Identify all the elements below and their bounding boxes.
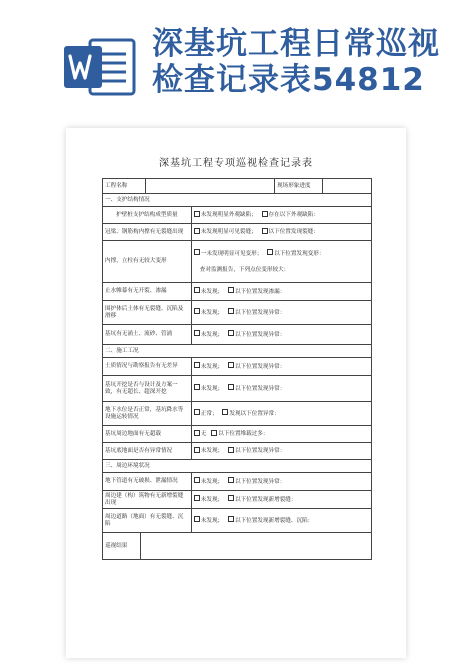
checkbox-option[interactable]: 无 xyxy=(194,431,207,437)
result-row xyxy=(103,533,372,560)
options-cell xyxy=(191,509,371,533)
preview-banner xyxy=(0,0,474,110)
inspection-form-table xyxy=(102,178,372,560)
options-cell xyxy=(191,224,371,241)
section-heading: 一、支护结构情况 xyxy=(103,194,372,207)
table-row xyxy=(103,402,372,426)
item-label: 地下管道有无破损、泄漏情况 xyxy=(103,473,192,491)
checkbox-option[interactable]: 存在以下外观缺陷： xyxy=(262,212,319,218)
checkbox-icon[interactable] xyxy=(194,362,200,368)
item-label: 护壁桩支护结构成型质量 xyxy=(103,207,192,224)
checkbox-option[interactable]: 未发现； xyxy=(194,310,223,316)
table-row xyxy=(103,491,372,509)
checkbox-option[interactable]: 未发现明显外观缺陷； xyxy=(194,212,257,218)
checkbox-icon[interactable] xyxy=(194,384,200,390)
banner-headline: 深基坑工程日常巡视检查记录表54812 xyxy=(152,26,440,98)
table-row xyxy=(103,283,372,301)
item-label: 内撑，立柱有无较大变形 xyxy=(103,241,192,283)
checkbox-icon[interactable] xyxy=(194,516,200,522)
checkbox-option[interactable]: 未发现； xyxy=(194,386,223,392)
checkbox-icon[interactable] xyxy=(194,330,200,336)
checkbox-option[interactable]: 正常； xyxy=(194,411,218,417)
section-heading-row xyxy=(103,194,372,207)
checkbox-icon[interactable] xyxy=(262,228,268,234)
checkbox-icon[interactable] xyxy=(228,287,234,293)
checkbox-icon[interactable] xyxy=(228,308,234,314)
checkbox-option[interactable]: 以下位置发现异常： xyxy=(228,386,285,392)
options-cell xyxy=(191,376,371,402)
word-document-icon xyxy=(60,36,140,98)
item-label: 止水帷幕有无开裂、渗漏 xyxy=(103,283,192,301)
item-label: 基坑有无涌土、流砂、管涌 xyxy=(103,325,192,345)
table-row xyxy=(103,207,372,224)
checkbox-icon[interactable] xyxy=(228,516,234,522)
checkbox-option[interactable]: 以下位置堆载过多： xyxy=(211,431,268,437)
checkbox-option[interactable]: 以下位置发现新增裂缝、沉陷： xyxy=(228,518,313,524)
section-heading: 三、周边环境状况 xyxy=(103,460,372,473)
table-row xyxy=(103,509,372,533)
checkbox-option[interactable]: 以下位置发现异常： xyxy=(228,310,285,316)
checkbox-icon[interactable] xyxy=(194,249,200,255)
options-cell xyxy=(191,207,371,224)
checkbox-option[interactable]: 未发现； xyxy=(194,289,223,295)
checkbox-option[interactable]: 以下位置发现异常： xyxy=(228,448,285,454)
checkbox-icon[interactable] xyxy=(262,211,268,217)
document-page xyxy=(66,128,406,658)
checkbox-icon[interactable] xyxy=(194,495,200,501)
checkbox-option[interactable]: 以下位置发现异常： xyxy=(228,332,285,338)
item-label: 基坑开挖是否与设计及方案一致，有无超长、超深开挖 xyxy=(103,376,192,402)
checkbox-option[interactable]: 未发现明显可见裂缝； xyxy=(194,229,257,235)
result-field[interactable] xyxy=(141,533,371,559)
checkbox-icon[interactable] xyxy=(228,477,234,483)
options-cell xyxy=(191,443,371,460)
checkbox-option[interactable]: 以下位置发现变形： xyxy=(267,251,324,257)
checkbox-icon[interactable] xyxy=(194,477,200,483)
checkbox-option[interactable]: 发现以下位置异常： xyxy=(222,411,279,417)
item-label: 围护体后土体有无裂缝、沉陷及滑移 xyxy=(103,301,192,325)
item-label: 地下水位是否正常，基坑降水等设施运转情况 xyxy=(103,402,192,426)
options-cell xyxy=(191,358,371,376)
item-label: 周边建（构）筑物有无新增裂缝出现 xyxy=(103,491,192,509)
checkbox-icon[interactable] xyxy=(194,228,200,234)
checkbox-icon[interactable] xyxy=(211,430,217,436)
table-row xyxy=(103,426,372,443)
checkbox-option[interactable]: 未发现； xyxy=(194,332,223,338)
document-title: 深基坑工程专项巡视检查记录表 xyxy=(159,158,313,169)
table-row xyxy=(103,358,372,376)
section-heading-row xyxy=(103,345,372,358)
checkbox-icon[interactable] xyxy=(194,308,200,314)
item-label: 基坑周边地面有无超载 xyxy=(103,426,192,443)
table-row xyxy=(103,376,372,402)
checkbox-icon[interactable] xyxy=(194,211,200,217)
checkbox-option[interactable]: 未发现； xyxy=(194,364,223,370)
checkbox-icon[interactable] xyxy=(228,362,234,368)
options-cell xyxy=(191,402,371,426)
table-row xyxy=(103,241,372,283)
checkbox-option[interactable]: 以下位置发现裂缝： xyxy=(262,229,319,235)
progress-field[interactable] xyxy=(323,179,371,193)
checkbox-icon[interactable] xyxy=(194,287,200,293)
checkbox-option[interactable]: 未发现； xyxy=(194,497,223,503)
checkbox-icon[interactable] xyxy=(267,249,273,255)
checkbox-icon[interactable] xyxy=(194,447,200,453)
project-name-label: 工程名称 xyxy=(103,179,146,193)
checkbox-option[interactable]: 以下位置发现异常： xyxy=(228,479,285,485)
table-row xyxy=(103,301,372,325)
checkbox-option[interactable]: 一未发现明显可见变形； xyxy=(194,251,263,257)
options-cell xyxy=(191,473,371,491)
checkbox-option[interactable]: 以下位置发现新增裂缝： xyxy=(228,497,297,503)
options-cell xyxy=(191,491,371,509)
checkbox-icon[interactable] xyxy=(228,330,234,336)
result-label: 巡视结果 xyxy=(103,533,141,559)
table-row xyxy=(103,325,372,345)
options-cell xyxy=(191,301,371,325)
checkbox-icon[interactable] xyxy=(194,409,200,415)
checkbox-icon[interactable] xyxy=(194,430,200,436)
progress-label: 现场形象进度 xyxy=(275,179,323,193)
checkbox-option[interactable]: 未发现； xyxy=(194,448,223,454)
item-label: 周边道路（地面）有无裂缝、沉陷 xyxy=(103,509,192,533)
checkbox-icon[interactable] xyxy=(222,409,228,415)
options-cell xyxy=(191,426,371,443)
table-row xyxy=(103,443,372,460)
checkbox-icon[interactable] xyxy=(228,447,234,453)
checkbox-icon[interactable] xyxy=(228,495,234,501)
item-label: 土质情况与勘察报告有无差异 xyxy=(103,358,192,376)
table-row xyxy=(103,224,372,241)
checkbox-option[interactable]: 以下位置发现渗漏： xyxy=(228,289,285,295)
item-label: 冠梁、钢筋构内撑有无裂缝出现 xyxy=(103,224,192,241)
project-header-row xyxy=(103,179,372,194)
options-cell xyxy=(191,241,371,283)
section-heading: 二、施工工况 xyxy=(103,345,372,358)
checkbox-icon[interactable] xyxy=(228,384,234,390)
monitoring-note: 查对监测报告，下列点位变形较大： xyxy=(199,266,290,273)
options-cell xyxy=(191,325,371,345)
options-cell xyxy=(191,283,371,301)
table-row xyxy=(103,473,372,491)
checkbox-option[interactable]: 未发现； xyxy=(194,479,223,485)
checkbox-option[interactable]: 未发现； xyxy=(194,518,223,524)
checkbox-option[interactable]: 以下位置发现异常： xyxy=(228,364,285,370)
section-heading-row xyxy=(103,460,372,473)
project-name-field[interactable] xyxy=(146,179,275,193)
item-label: 基坑底地面是否有异常情况 xyxy=(103,443,192,460)
